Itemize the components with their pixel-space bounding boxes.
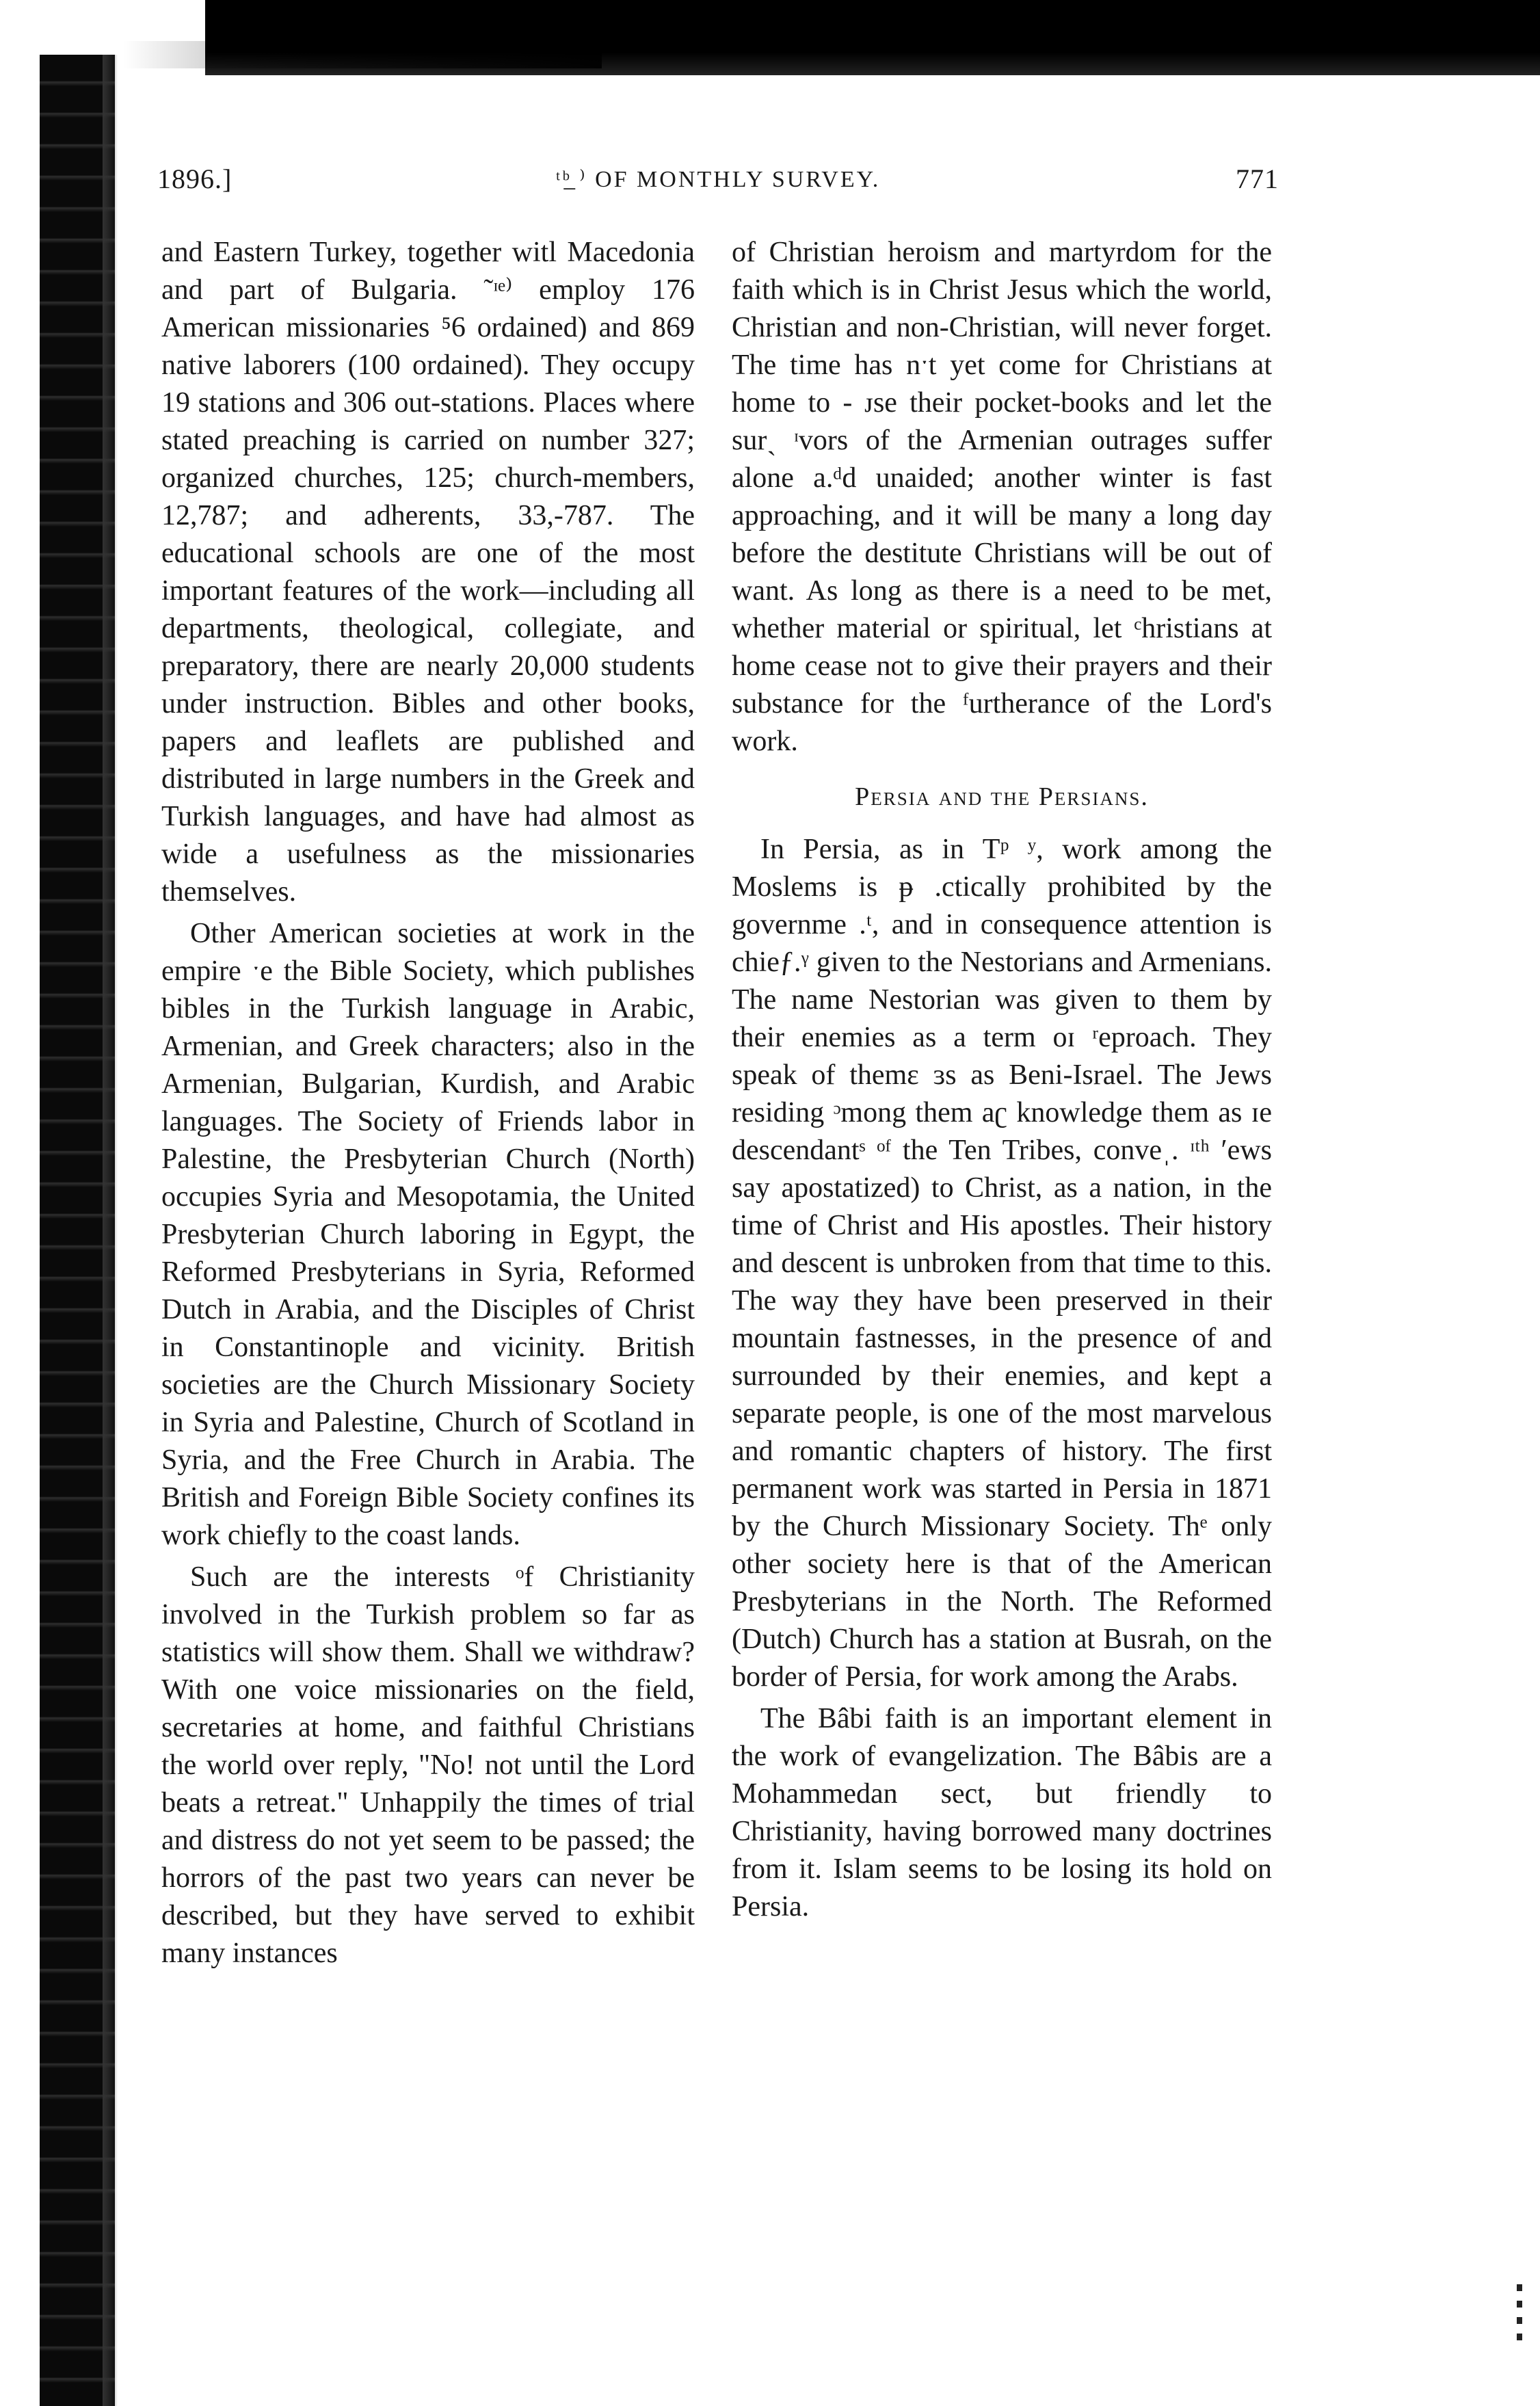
paragraph: of Christian heroism and martyrdom for the faith which is in Christ Jesus which the world, Christian and non-Christian, will never forget. The time has nˑt yet come for Christians at home to - ᴊse their pocket-books and let the surˎ ᶦvors of the Armenian outrages suffer alone a.ᵈd unaided; another winter is fast approaching, and it will be many a long day before the destitute Christians will be out of want. As long as there is a need to be met, whether material or spiritual, let ᶜhristians at home cease not to give their prayers and their substance for the ᶠurtherance of the Lord's work. bbox=[732, 237, 1272, 757]
right-column bbox=[732, 234, 1272, 1926]
section-heading: Persia and the Persians. bbox=[855, 782, 1149, 811]
paragraph: Such are the interests ᵒf Christianity involved in the Turkish problem so far as statistics will show them. Shall we withdraw? With one voice missionaries on the field, secretaries at home, and faithful Christians the world over reply, "No! not until the Lord beats a retreat." Unhappily the times of trial and distress do not yet seem to be passed; the horrors of the past two years can never be described, but they have served to exhibit many instances bbox=[161, 1561, 695, 1969]
scan-mark bbox=[1517, 2284, 1522, 2346]
page-number: 771 bbox=[1236, 163, 1279, 194]
scan-border-left-shadow bbox=[103, 55, 118, 2406]
paragraph: and Eastern Turkey, together witl Macedonia and part of Bulgaria. ˜ᶦᵉ⁾ employ 176 American missionaries ⁵6 ordained) and 869 native laborers (100 ordained). They occupy 19 stations and 306 out-stations. Places where stated preaching is carried on number 327; organized churches, 125; church-members, 12,787; and adherents, 33,-787. The educational schools are one of the most important features of the work—including all departments, theological, collegiate, and preparatory, there are nearly 20,000 students under instruction. Bibles and other books, papers and leaflets are published and distributed in large numbers in the Greek and Turkish languages, and have had almost as wide a usefulness as the missionaries themselves. bbox=[161, 237, 695, 908]
header-year: 1896.] bbox=[157, 163, 233, 194]
paragraph: In Persia, as in Tᵖ ʸ, work among the Moslems is ᵽ .ctically prohibited by the governme .ᵗ, and in consequence attention is chieƒ.ᵞ given to the Nestorians and Armenians. The name Nestorian was given to them by their enemies as a term oɪ ʳeproach. They speak of themɛ ɜs as Beni-Israel. The Jews residing ᵓmong them aʗ knowledge them as ɪe descendantˢ ᵒᶠ the Ten Tribes, conveˌ. ᶦᵗʰ ʹews say apostatized) to Christ, as a nation, in the time of Christ and His apostles. Their history and descent is unbroken from that time to this. The way they have been preserved in their mountain fastnesses, in the presence of and surrounded by their enemies, and kept a separate people, is one of the most marvelous and romantic chapters of history. The first permanent work was started in Persia in 1871 by the Church Missionary Society. Thᵉ only other society here is that of the American Presbyterians in the North. The Reformed (Dutch) Church has a station at Busrah, on the border of Persia, for work among the Arabs. bbox=[732, 834, 1272, 1693]
paragraph: Other American societies at work in the empire ˑe the Bible Society, which publishes bibles in the Turkish language in Arabic, Armenian, and Greek characters; also in the Armenian, Bulgarian, Kurdish, and Arabic languages. The Society of Friends labor in Palestine, the Presbyterian Church (North) occupies Syria and Mesopotamia, the United Presbyterian Church laboring in Egypt, the Reformed Presbyterians in Syria, Reformed Dutch in Arabia, and the Disciples of Christ in Constantinople and vicinity. British societies are the Church Missionary Society in Syria and Palestine, Church of Scotland in Syria, and the Free Church in Arabia. The British and Foreign Bible Society confines its work chiefly to the coast lands. bbox=[161, 918, 695, 1551]
running-head bbox=[157, 163, 1279, 204]
paragraph: The Bâbi faith is an important element in the work of evangelization. The Bâbis are a Mohammedan sect, but friendly to Christianity, having borrowed many doctrines from it. Islam seems to be losing its hold on Persia. bbox=[732, 1703, 1272, 1922]
left-column bbox=[161, 234, 695, 1972]
header-title: ᵗᵇ̲ ⁾ OF MONTHLY SURVEY. bbox=[555, 167, 881, 192]
scan-border-top-fade bbox=[123, 41, 602, 68]
